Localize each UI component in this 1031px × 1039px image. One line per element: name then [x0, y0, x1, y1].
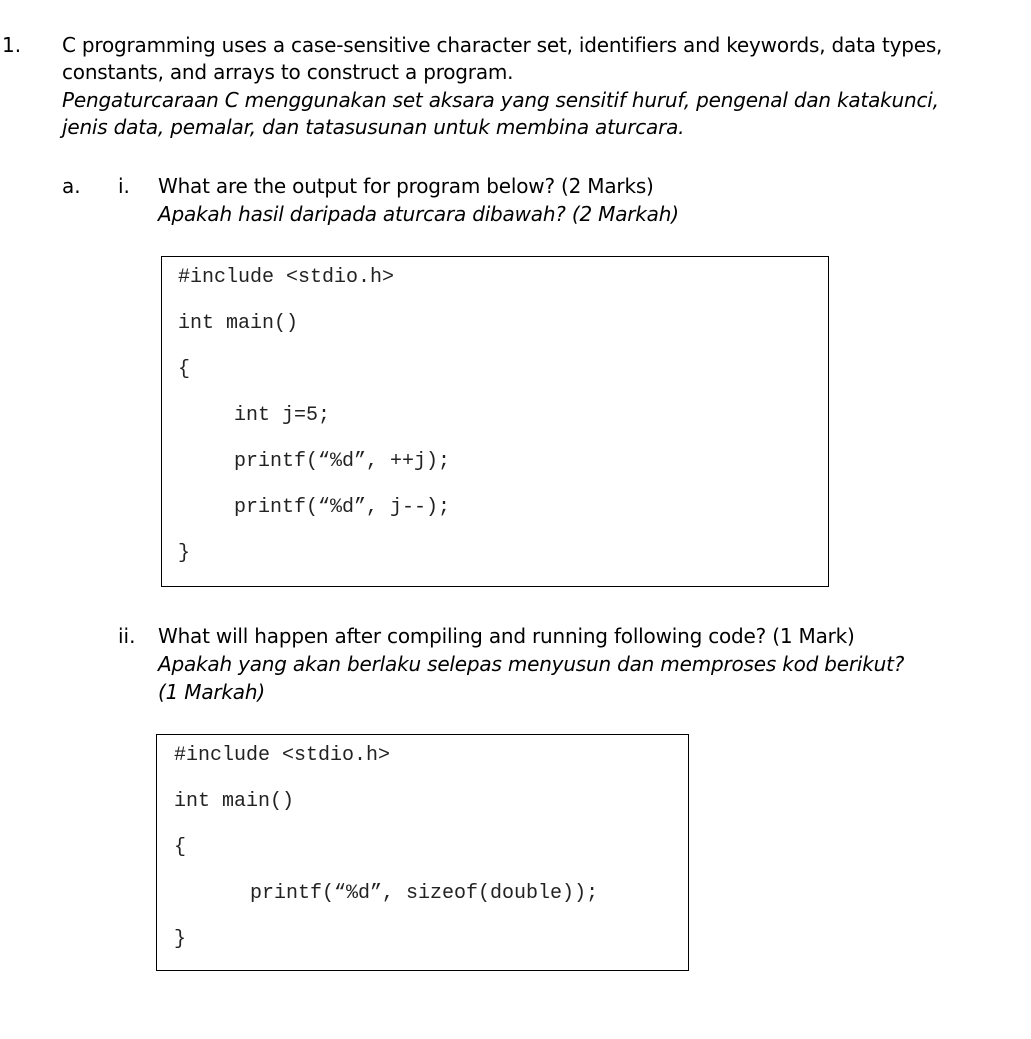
code-ii-line-5: }: [174, 928, 187, 951]
code-i-line-2: int main(): [178, 312, 299, 335]
code-ii-line-2: int main(): [174, 790, 295, 813]
sub-i-english: What are the output for program below? (2 Marks): [158, 174, 654, 198]
sub-ii-english: What will happen after compiling and running following code? (1 Mark): [158, 624, 855, 648]
sub-i-malay: Apakah hasil daripada aturcara dibawah? (2 Markah): [158, 202, 679, 226]
question-malay-line-1: Pengaturcaraan C menggunakan set aksara yang sensitif huruf, pengenal dan katakunci,: [62, 88, 939, 112]
part-a-label: a.: [62, 174, 81, 198]
code-ii-line-1: #include <stdio.h>: [174, 744, 391, 767]
code-i-line-5: printf(“%d”, ++j);: [186, 450, 451, 473]
question-english-line-1: C programming uses a case-sensitive character set, identifiers and keywords, data types,: [62, 33, 943, 57]
code-i-line-1: #include <stdio.h>: [178, 266, 395, 289]
sub-ii-malay-line-1: Apakah yang akan berlaku selepas menyusun dan memproses kod berikut?: [158, 652, 905, 676]
sub-i-label: i.: [118, 174, 130, 198]
code-ii-line-4: printf(“%d”, sizeof(double));: [190, 882, 599, 905]
code-i-line-7: }: [178, 542, 191, 565]
question-english-line-2: constants, and arrays to construct a program.: [62, 60, 514, 84]
code-i-line-3: {: [178, 358, 191, 381]
code-ii-line-3: {: [174, 836, 187, 859]
question-malay-line-2: jenis data, pemalar, dan tatasusunan untuk membina aturcara.: [62, 115, 685, 139]
sub-ii-malay-line-2: (1 Markah): [158, 680, 265, 704]
code-box-ii: [156, 734, 689, 971]
question-number: 1.: [2, 33, 22, 57]
code-i-line-4: int j=5;: [186, 404, 331, 427]
sub-ii-label: ii.: [118, 624, 136, 648]
code-i-line-6: printf(“%d”, j--);: [186, 496, 451, 519]
